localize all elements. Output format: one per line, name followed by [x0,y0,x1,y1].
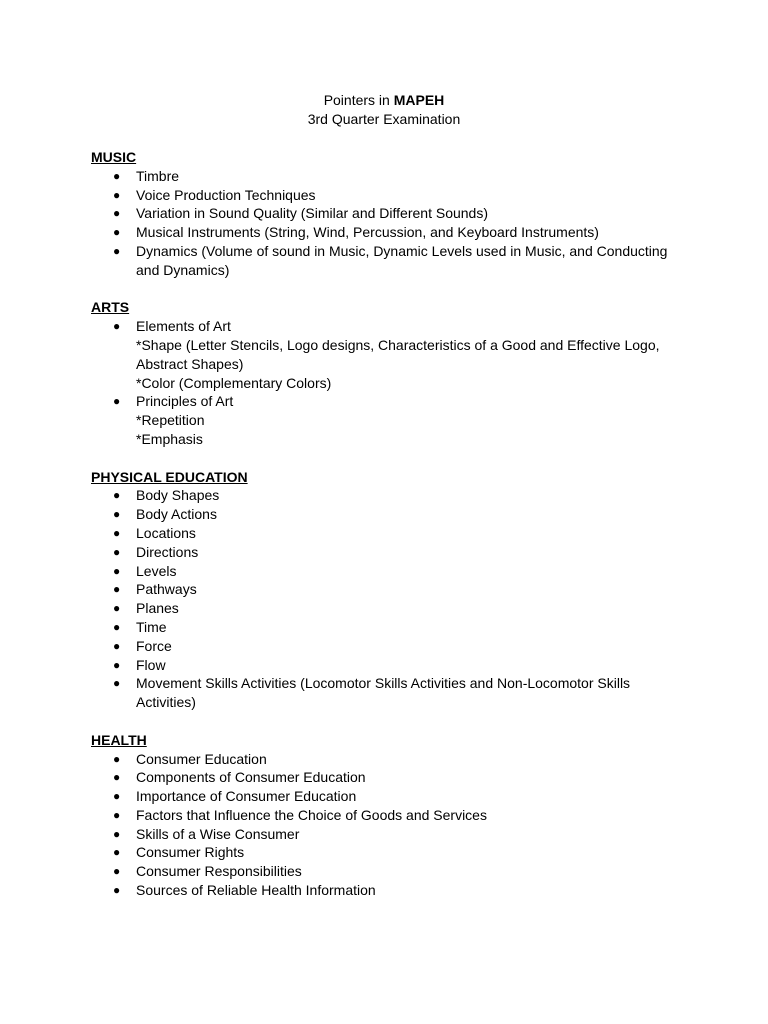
bullet-list [91,167,671,280]
list-item [91,825,671,844]
list-item [91,524,671,543]
list-item-text: Sources of Reliable Health Information [136,882,376,899]
title-subject: MAPEH [393,92,445,108]
bullet-icon: ● [113,789,121,804]
bullet-list [91,486,671,712]
list-item-text: Pathways [136,581,197,598]
list-item-text: Elements of Art [136,318,231,335]
list-item [91,242,671,280]
sub-item-text: *Color (Complementary Colors) [136,374,332,391]
bullet-icon: ● [113,225,121,240]
bullet-icon: ● [113,582,121,597]
bullet-icon: ● [113,751,121,766]
bullet-icon: ● [113,507,121,522]
bullet-icon: ● [113,168,121,183]
list-item [91,223,671,242]
list-item-text: Planes [136,600,179,617]
bullet-icon: ● [113,770,121,785]
section-music [91,148,671,280]
list-item [91,167,671,186]
list-item-text: Locations [136,524,196,541]
list-item-text: Skills of a Wise Consumer [136,825,300,842]
list-item-text: Movement Skills Activities (Locomotor Skills Activities and Non-Locomotor Skills Activities) [136,675,631,711]
list-item [91,599,671,618]
bullet-icon: ● [113,394,121,409]
list-item [91,806,671,825]
bullet-icon: ● [113,638,121,653]
document-header [0,91,768,129]
list-item-text: Levels [136,562,177,579]
list-item-text: Flow [136,656,166,673]
list-item [91,580,671,599]
list-item-text: Consumer Rights [136,844,245,861]
list-item [91,486,671,505]
bullet-icon: ● [113,883,121,898]
sub-item-text: *Repetition [136,412,205,429]
list-item-text: Principles of Art [136,393,234,410]
list-item [91,637,671,656]
bullet-icon: ● [113,544,121,559]
list-item-text: Consumer Education [136,750,267,767]
section-heading: HEALTH [91,731,147,748]
bullet-list [91,750,671,900]
list-item [91,562,671,581]
list-item [91,750,671,769]
sub-item-text: *Emphasis [136,430,203,447]
list-item [91,674,671,712]
bullet-icon: ● [113,525,121,540]
bullet-list [91,317,671,449]
document-body [91,148,671,900]
list-item-text: Consumer Responsibilities [136,863,302,880]
list-item-text: Time [136,618,167,635]
list-item [91,843,671,862]
section-health [91,731,671,900]
list-item [91,618,671,637]
bullet-icon: ● [113,676,121,691]
list-item-text: Variation in Sound Quality (Similar and Different Sounds) [136,205,488,222]
bullet-icon: ● [113,864,121,879]
list-item [91,862,671,881]
bullet-icon: ● [113,563,121,578]
bullet-icon: ● [113,243,121,258]
title-prefix: Pointers in [323,92,394,108]
section-physical-education [91,468,671,712]
bullet-icon: ● [113,845,121,860]
section-arts [91,298,671,448]
bullet-icon: ● [113,807,121,822]
list-item [91,543,671,562]
section-heading: MUSIC [91,149,137,165]
document-title [0,91,768,110]
bullet-icon: ● [113,488,121,503]
list-item-text: Directions [136,543,199,560]
bullet-icon: ● [113,826,121,841]
section-heading: ARTS [91,299,130,316]
list-item-text: Body Actions [136,506,217,523]
bullet-icon: ● [113,657,121,672]
list-item-text: Body Shapes [136,487,220,504]
bullet-icon: ● [113,206,121,221]
list-item [91,881,671,900]
list-item-text: Factors that Influence the Choice of Goods and Services [136,806,487,823]
list-item [91,656,671,675]
section-heading: PHYSICAL EDUCATION [91,468,248,485]
list-item-text: Musical Instruments (String, Wind, Percussion, and Keyboard Instruments) [136,224,599,241]
list-item-text: Voice Production Techniques [136,186,316,203]
bullet-icon: ● [113,187,121,202]
list-item [91,204,671,223]
bullet-icon: ● [113,601,121,616]
list-item-text: Force [136,637,172,654]
list-item-text: Components of Consumer Education [136,769,366,786]
bullet-icon: ● [113,619,121,634]
list-item-text: Importance of Consumer Education [136,788,357,805]
list-item [91,317,671,392]
list-item [91,787,671,806]
list-item [91,186,671,205]
document-subtitle: 3rd Quarter Examination [307,111,461,127]
list-item-text: Dynamics (Volume of sound in Music, Dynamic Levels used in Music, and Conducting and Dynamics) [136,242,668,278]
list-item [91,392,671,448]
bullet-icon: ● [113,319,121,334]
list-item [91,768,671,787]
list-item-text: Timbre [136,167,180,184]
list-item [91,505,671,524]
sub-item-text: *Shape (Letter Stencils, Logo designs, Characteristics of a Good and Effective Logo, Abstract Shapes) [136,336,660,372]
